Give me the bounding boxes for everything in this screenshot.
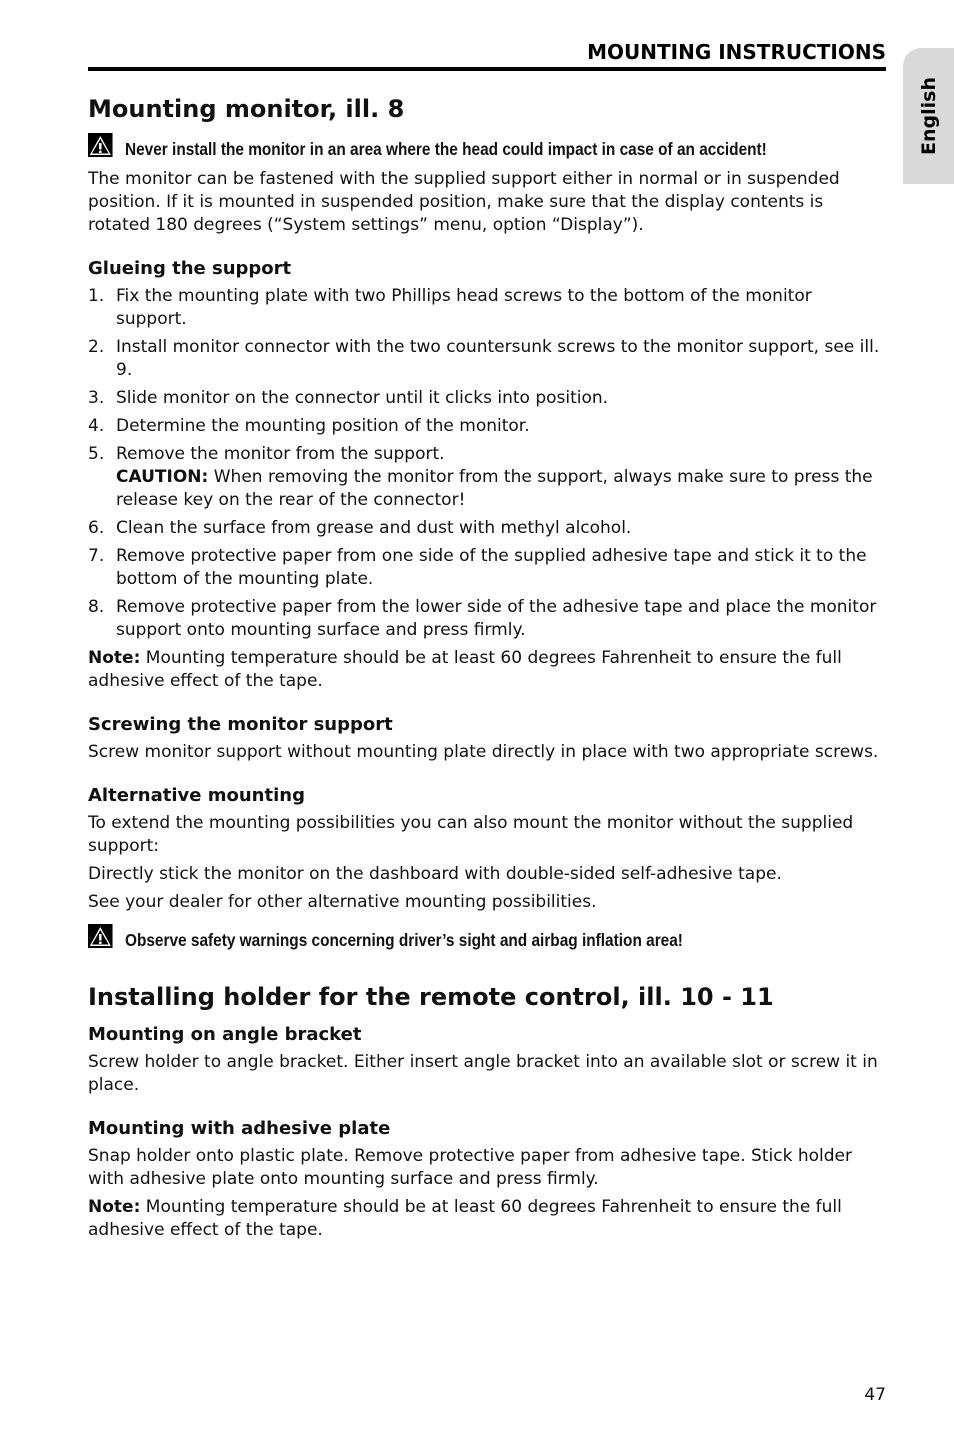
- warning-text: Observe safety warnings concerning driver’s sight and airbag inflation area!: [124, 930, 683, 950]
- note-label: Note:: [88, 648, 141, 668]
- intro-paragraph: The monitor can be fastened with the supplied support either in normal or in suspended position. If it is mounted in suspended position, make sure that the display contents is rotated 180 degrees (“System settings” menu, option “Display”).: [88, 169, 840, 235]
- adhesive-note: [88, 1196, 880, 1242]
- alternative-paragraph-1: To extend the mounting possibilities you can also mount the monitor without the supplied support:: [88, 813, 854, 856]
- list-item: 6. Clean the surface from grease and dust with methyl alcohol.: [88, 518, 632, 538]
- warning-triangle-icon: [88, 133, 113, 163]
- glueing-note: [88, 647, 880, 693]
- note-text: Mounting temperature should be at least 60 degrees Fahrenheit to ensure the full adhesive effect of the tape.: [88, 1197, 842, 1240]
- subsection-title-glueing: Glueing the support: [88, 258, 292, 279]
- angle-bracket-paragraph: Screw holder to angle bracket. Either insert angle bracket into an available slot or screw it in place.: [88, 1052, 878, 1095]
- list-item: 4. Determine the mounting position of the monitor.: [88, 416, 530, 436]
- list-item: 3. Slide monitor on the connector until it clicks into position.: [88, 388, 609, 408]
- warning-text: Never install the monitor in an area where the head could impact in case of an accident!: [124, 139, 767, 159]
- section-title-mounting-monitor: Mounting monitor, ill. 8: [88, 95, 405, 123]
- list-item: 1. Fix the mounting plate with two Phillips head screws to the bottom of the monitor support.: [88, 286, 812, 329]
- page-number: 47: [864, 1385, 886, 1405]
- caution-text: When removing the monitor from the support, always make sure to press the release key on the rear of the connector!: [116, 467, 873, 510]
- warning-note-airbag: [88, 924, 880, 954]
- warning-note-head-impact: [88, 133, 880, 163]
- glueing-steps-list: [88, 285, 880, 642]
- subsection-title-screwing: Screwing the monitor support: [88, 714, 393, 735]
- section-title-remote-holder: Installing holder for the remote control, ill. 10 - 11: [88, 983, 774, 1011]
- page-content: [88, 92, 880, 1242]
- section-header-title: MOUNTING INSTRUCTIONS: [587, 40, 886, 64]
- alternative-paragraph-2: Directly stick the monitor on the dashboard with double-sided self-adhesive tape.: [88, 864, 782, 884]
- language-tab: [903, 48, 954, 184]
- note-label: Note:: [88, 1197, 141, 1217]
- adhesive-plate-paragraph: Snap holder onto plastic plate. Remove protective paper from adhesive tape. Stick holder with adhesive plate onto mounting surface and press firmly.: [88, 1146, 852, 1189]
- list-item: 8. Remove protective paper from the lower side of the adhesive tape and place the monitor support onto mounting surface and press firmly.: [88, 597, 877, 640]
- list-item: 7. Remove protective paper from one side of the supplied adhesive tape and stick it to the bottom of the mounting plate.: [88, 546, 867, 589]
- subsection-title-angle-bracket: Mounting on angle bracket: [88, 1024, 362, 1045]
- alternative-paragraph-3: See your dealer for other alternative mounting possibilities.: [88, 892, 597, 912]
- list-item: 5. Remove the monitor from the support. CAUTION: When removing the monitor from the support, always make sure to press the release key on the rear of the connector!: [88, 444, 873, 510]
- subsection-title-alternative: Alternative mounting: [88, 785, 305, 806]
- subsection-title-adhesive-plate: Mounting with adhesive plate: [88, 1118, 391, 1139]
- list-item: 2. Install monitor connector with the two countersunk screws to the monitor support, see ill. 9.: [88, 337, 880, 380]
- caution-label: CAUTION:: [116, 467, 209, 487]
- language-tab-label: English: [917, 77, 940, 155]
- note-text: Mounting temperature should be at least 60 degrees Fahrenheit to ensure the full adhesive effect of the tape.: [88, 648, 842, 691]
- screwing-paragraph: Screw monitor support without mounting plate directly in place with two appropriate screws.: [88, 742, 879, 762]
- warning-triangle-icon: [88, 924, 113, 954]
- header-rule: [88, 67, 886, 71]
